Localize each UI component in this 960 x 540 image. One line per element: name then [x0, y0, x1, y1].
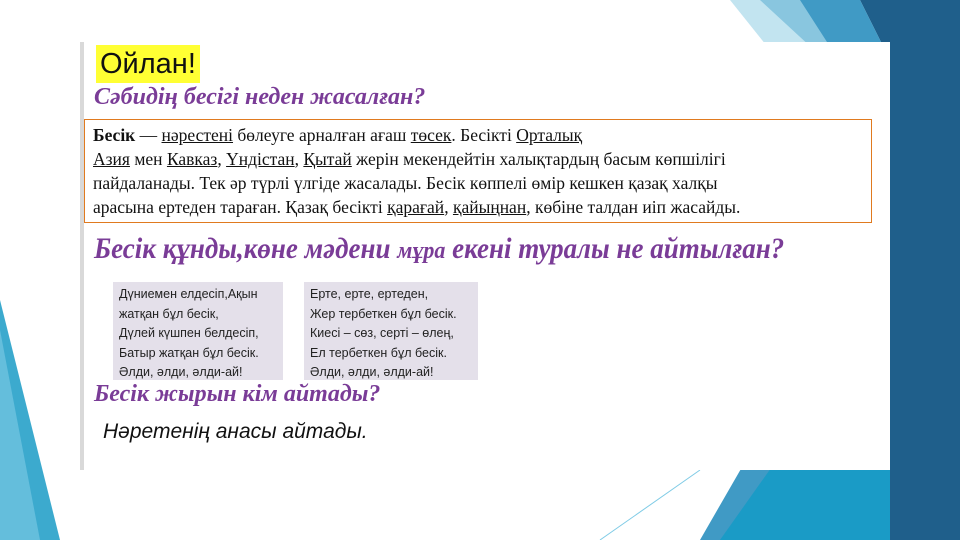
link-qytai[interactable]: Қытай [303, 149, 352, 169]
poem-line: Киесі – сөз, серті – өлең, [310, 326, 454, 340]
definition-line-3: пайдаланады. Тек әр түрлі үлгіде жасалады. Бесік көппелі өмір кешкен қазақ халқы [93, 173, 718, 193]
definition-term: Бесік [93, 125, 136, 145]
poem-line: Батыр жатқан бұл бесік. [119, 345, 259, 360]
poem-line: жатқан бұл бесік, [119, 306, 219, 321]
link-kavkaz[interactable]: Кавказ [166, 149, 218, 169]
link-qaragai[interactable]: қарағай [387, 197, 445, 217]
poem-line: Дүлей күшпен белдесіп, [119, 326, 259, 340]
poem-line: Дүниемен елдесіп,Ақын [119, 287, 258, 301]
link-qaiyn[interactable]: қайыңнан [452, 197, 527, 217]
slide-title: Ойлан! [96, 45, 200, 83]
thin-diagonal-line [600, 470, 700, 540]
link-tosek[interactable]: төсек [410, 125, 452, 145]
link-aziya[interactable]: Азия [93, 149, 130, 169]
definition-line-1: Бесік — нәрестені бөлеуге арналған ағаш төсек. Бесікті Орталық [93, 125, 583, 145]
definition-box [84, 119, 872, 223]
definition-line-4: арасына ертеден тараған. Қазақ бесікті қарағай, қайыңнан, көбіне талдан иіп жасайды. [93, 197, 741, 217]
poem-line: Жер тербеткен бұл бесік. [310, 306, 457, 321]
poem-line: Ерте, ерте, ертеден, [310, 287, 429, 301]
poem-line: Әлди, әлди, әлди-ай! [310, 365, 434, 379]
link-narestе[interactable]: нәрестені [161, 125, 234, 145]
link-ortalyq[interactable]: Орталық [516, 125, 583, 145]
poem-line: Ел тербеткен бұл бесік. [310, 345, 447, 360]
left-triangle-light-shape [0, 330, 40, 540]
link-undistan[interactable]: Үндістан [226, 149, 295, 169]
poem-left [113, 282, 283, 380]
definition-line-2: Азия мен Кавказ, Үндістан, Қытай жерін мекендейтін халықтардың басым көпшілігі [93, 149, 726, 169]
question-cradle-material: Сәбидің бесігі неден жасалған? [94, 84, 426, 110]
card-left-edge [80, 42, 84, 470]
question-lullaby: Бесік жырын кім айтады? [94, 381, 381, 407]
poem-line: Әлди, әлди, әлди-ай! [119, 365, 243, 379]
question-cultural-heritage: Бесік құнды,көне мәдени мұра екені туралы не айтылған? [94, 232, 785, 265]
answer-text: Нәретенің анасы айтады. [103, 420, 368, 443]
poem-right [304, 282, 478, 380]
